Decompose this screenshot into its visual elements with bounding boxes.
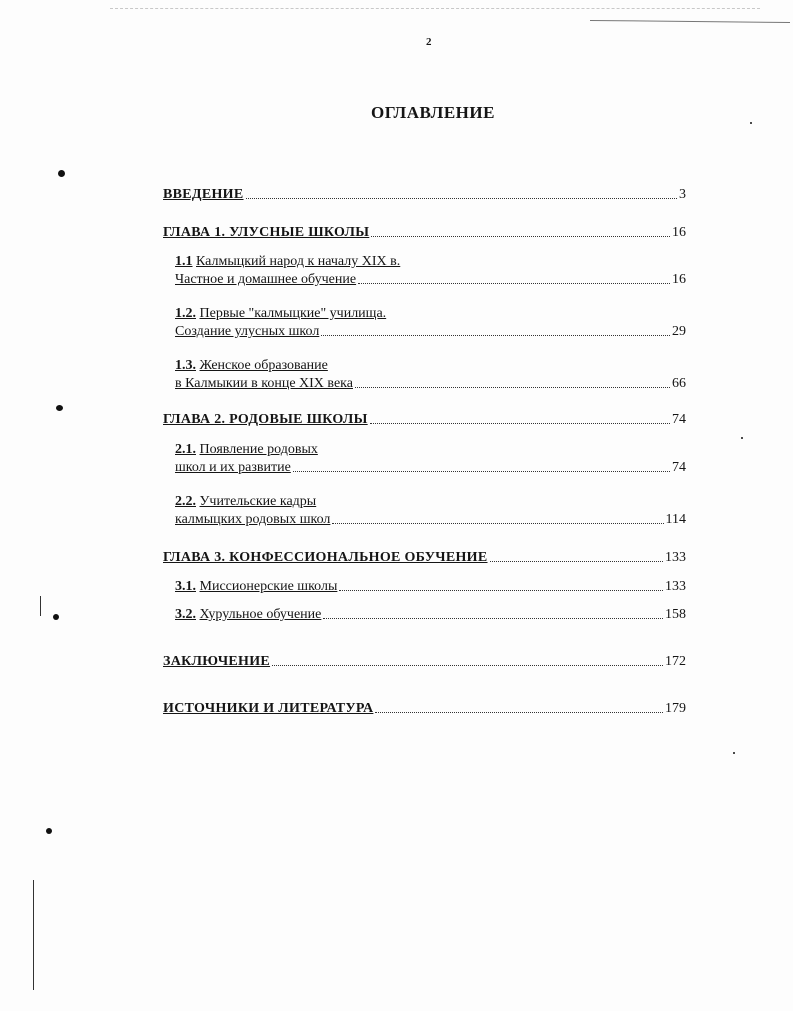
scan-speck: [53, 614, 59, 620]
toc-chapter: [163, 411, 686, 429]
section-number: 3.2.: [175, 607, 196, 622]
page-ref: 3: [679, 187, 686, 202]
page-ref: 133: [665, 579, 686, 594]
section-title-cont: Создание улусных школ: [175, 324, 320, 339]
toc-line: [175, 357, 686, 375]
toc-section: [175, 305, 686, 341]
toc-section: [175, 578, 686, 596]
leader-dots: [371, 235, 670, 237]
scan-artifact-line: [590, 20, 790, 23]
section-number: 1.2.: [175, 306, 196, 321]
section-number: 1.3.: [175, 358, 196, 373]
leader-dots: [490, 560, 663, 562]
toc-line: [175, 493, 686, 511]
section-title-cont: в Калмыкии в конце XIX века: [175, 376, 353, 391]
section-number: 2.1.: [175, 442, 196, 457]
page-ref: 133: [665, 550, 686, 565]
toc-chapter: [163, 700, 686, 718]
toc-line: [163, 700, 686, 718]
toc-section: [175, 606, 686, 624]
toc-section: [175, 253, 686, 289]
toc-line: [175, 323, 686, 341]
toc-line: [175, 305, 686, 323]
toc-line: [163, 186, 686, 204]
section-heading: [175, 578, 337, 596]
section-heading: [175, 441, 318, 459]
page-ref: 114: [665, 512, 686, 527]
leader-dots: [321, 334, 670, 336]
chapter-title: ГЛАВА 1. УЛУСНЫЕ ШКОЛЫ: [163, 225, 370, 240]
page-ref: 158: [665, 607, 686, 622]
section-number: 1.1: [175, 254, 193, 269]
leader-dots: [358, 282, 670, 284]
scan-speck: [741, 437, 743, 439]
page-ref: 179: [665, 701, 686, 716]
toc-chapter: [163, 186, 686, 204]
scan-speck: [56, 405, 63, 411]
page-ref: 29: [672, 324, 686, 339]
scan-artifact-margin: [33, 880, 34, 990]
page-ref: 66: [672, 376, 686, 391]
section-heading: [175, 305, 386, 323]
section-title: Первые "калмыцкие" училища.: [199, 306, 387, 321]
section-number: 2.2.: [175, 494, 196, 509]
leader-dots: [339, 589, 663, 591]
scan-artifact-top: [110, 8, 760, 10]
section-heading: [175, 357, 328, 375]
toc-line: [163, 549, 686, 567]
page-ref: 74: [672, 412, 686, 427]
toc-line: [175, 441, 686, 459]
toc-line: [175, 511, 686, 529]
chapter-title: ГЛАВА 3. КОНФЕССИОНАЛЬНОЕ ОБУЧЕНИЕ: [163, 550, 488, 565]
section-title: Учительские кадры: [199, 494, 317, 509]
chapter-title: ЗАКЛЮЧЕНИЕ: [163, 654, 271, 669]
toc-line: [175, 375, 686, 393]
chapter-title: ГЛАВА 2. РОДОВЫЕ ШКОЛЫ: [163, 412, 368, 427]
page-ref: 16: [672, 272, 686, 287]
section-title-cont: калмыцких родовых школ: [175, 512, 331, 527]
chapter-title: ВВЕДЕНИЕ: [163, 187, 244, 202]
page-ref: 74: [672, 460, 686, 475]
scan-speck: [46, 828, 52, 834]
toc-chapter: [163, 549, 686, 567]
section-heading: [175, 606, 321, 624]
leader-dots: [272, 664, 663, 666]
page-ref: 16: [672, 225, 686, 240]
page-title: ОГЛАВЛЕНИЕ: [371, 103, 495, 122]
scan-speck: [733, 752, 735, 754]
toc-section: [175, 493, 686, 529]
section-title-cont: школ и их развитие: [175, 460, 291, 475]
toc-line: [175, 606, 686, 624]
toc-section: [175, 357, 686, 393]
section-title: Появление родовых: [199, 442, 318, 457]
toc-chapter: [163, 653, 686, 671]
leader-dots: [375, 711, 663, 713]
page-ref: 172: [665, 654, 686, 669]
section-title: Хурульное обучение: [199, 607, 322, 622]
section-title: Женское образование: [199, 358, 328, 373]
toc-line: [175, 578, 686, 596]
section-number: 3.1.: [175, 579, 196, 594]
toc-chapter: [163, 224, 686, 242]
toc-line: [175, 271, 686, 289]
chapter-title: ИСТОЧНИКИ И ЛИТЕРАТУРА: [163, 701, 374, 716]
toc-line: [175, 459, 686, 477]
section-title: Калмыцкий народ к началу XIX в.: [196, 254, 401, 269]
leader-dots: [246, 197, 677, 199]
leader-dots: [323, 617, 663, 619]
scan-artifact-margin: [40, 596, 41, 616]
scan-speck: [58, 170, 65, 177]
toc-line: [163, 224, 686, 242]
page-number: 2: [426, 36, 432, 48]
leader-dots: [370, 422, 670, 424]
toc-line: [163, 653, 686, 671]
section-heading: [175, 493, 316, 511]
leader-dots: [332, 522, 663, 524]
section-title-cont: Частное и домашнее обучение: [175, 272, 357, 287]
toc-line: [175, 253, 686, 271]
section-heading: [175, 253, 400, 271]
section-title: Миссионерские школы: [199, 579, 338, 594]
toc-section: [175, 441, 686, 477]
toc-line: [163, 411, 686, 429]
leader-dots: [355, 386, 670, 388]
leader-dots: [293, 470, 670, 472]
